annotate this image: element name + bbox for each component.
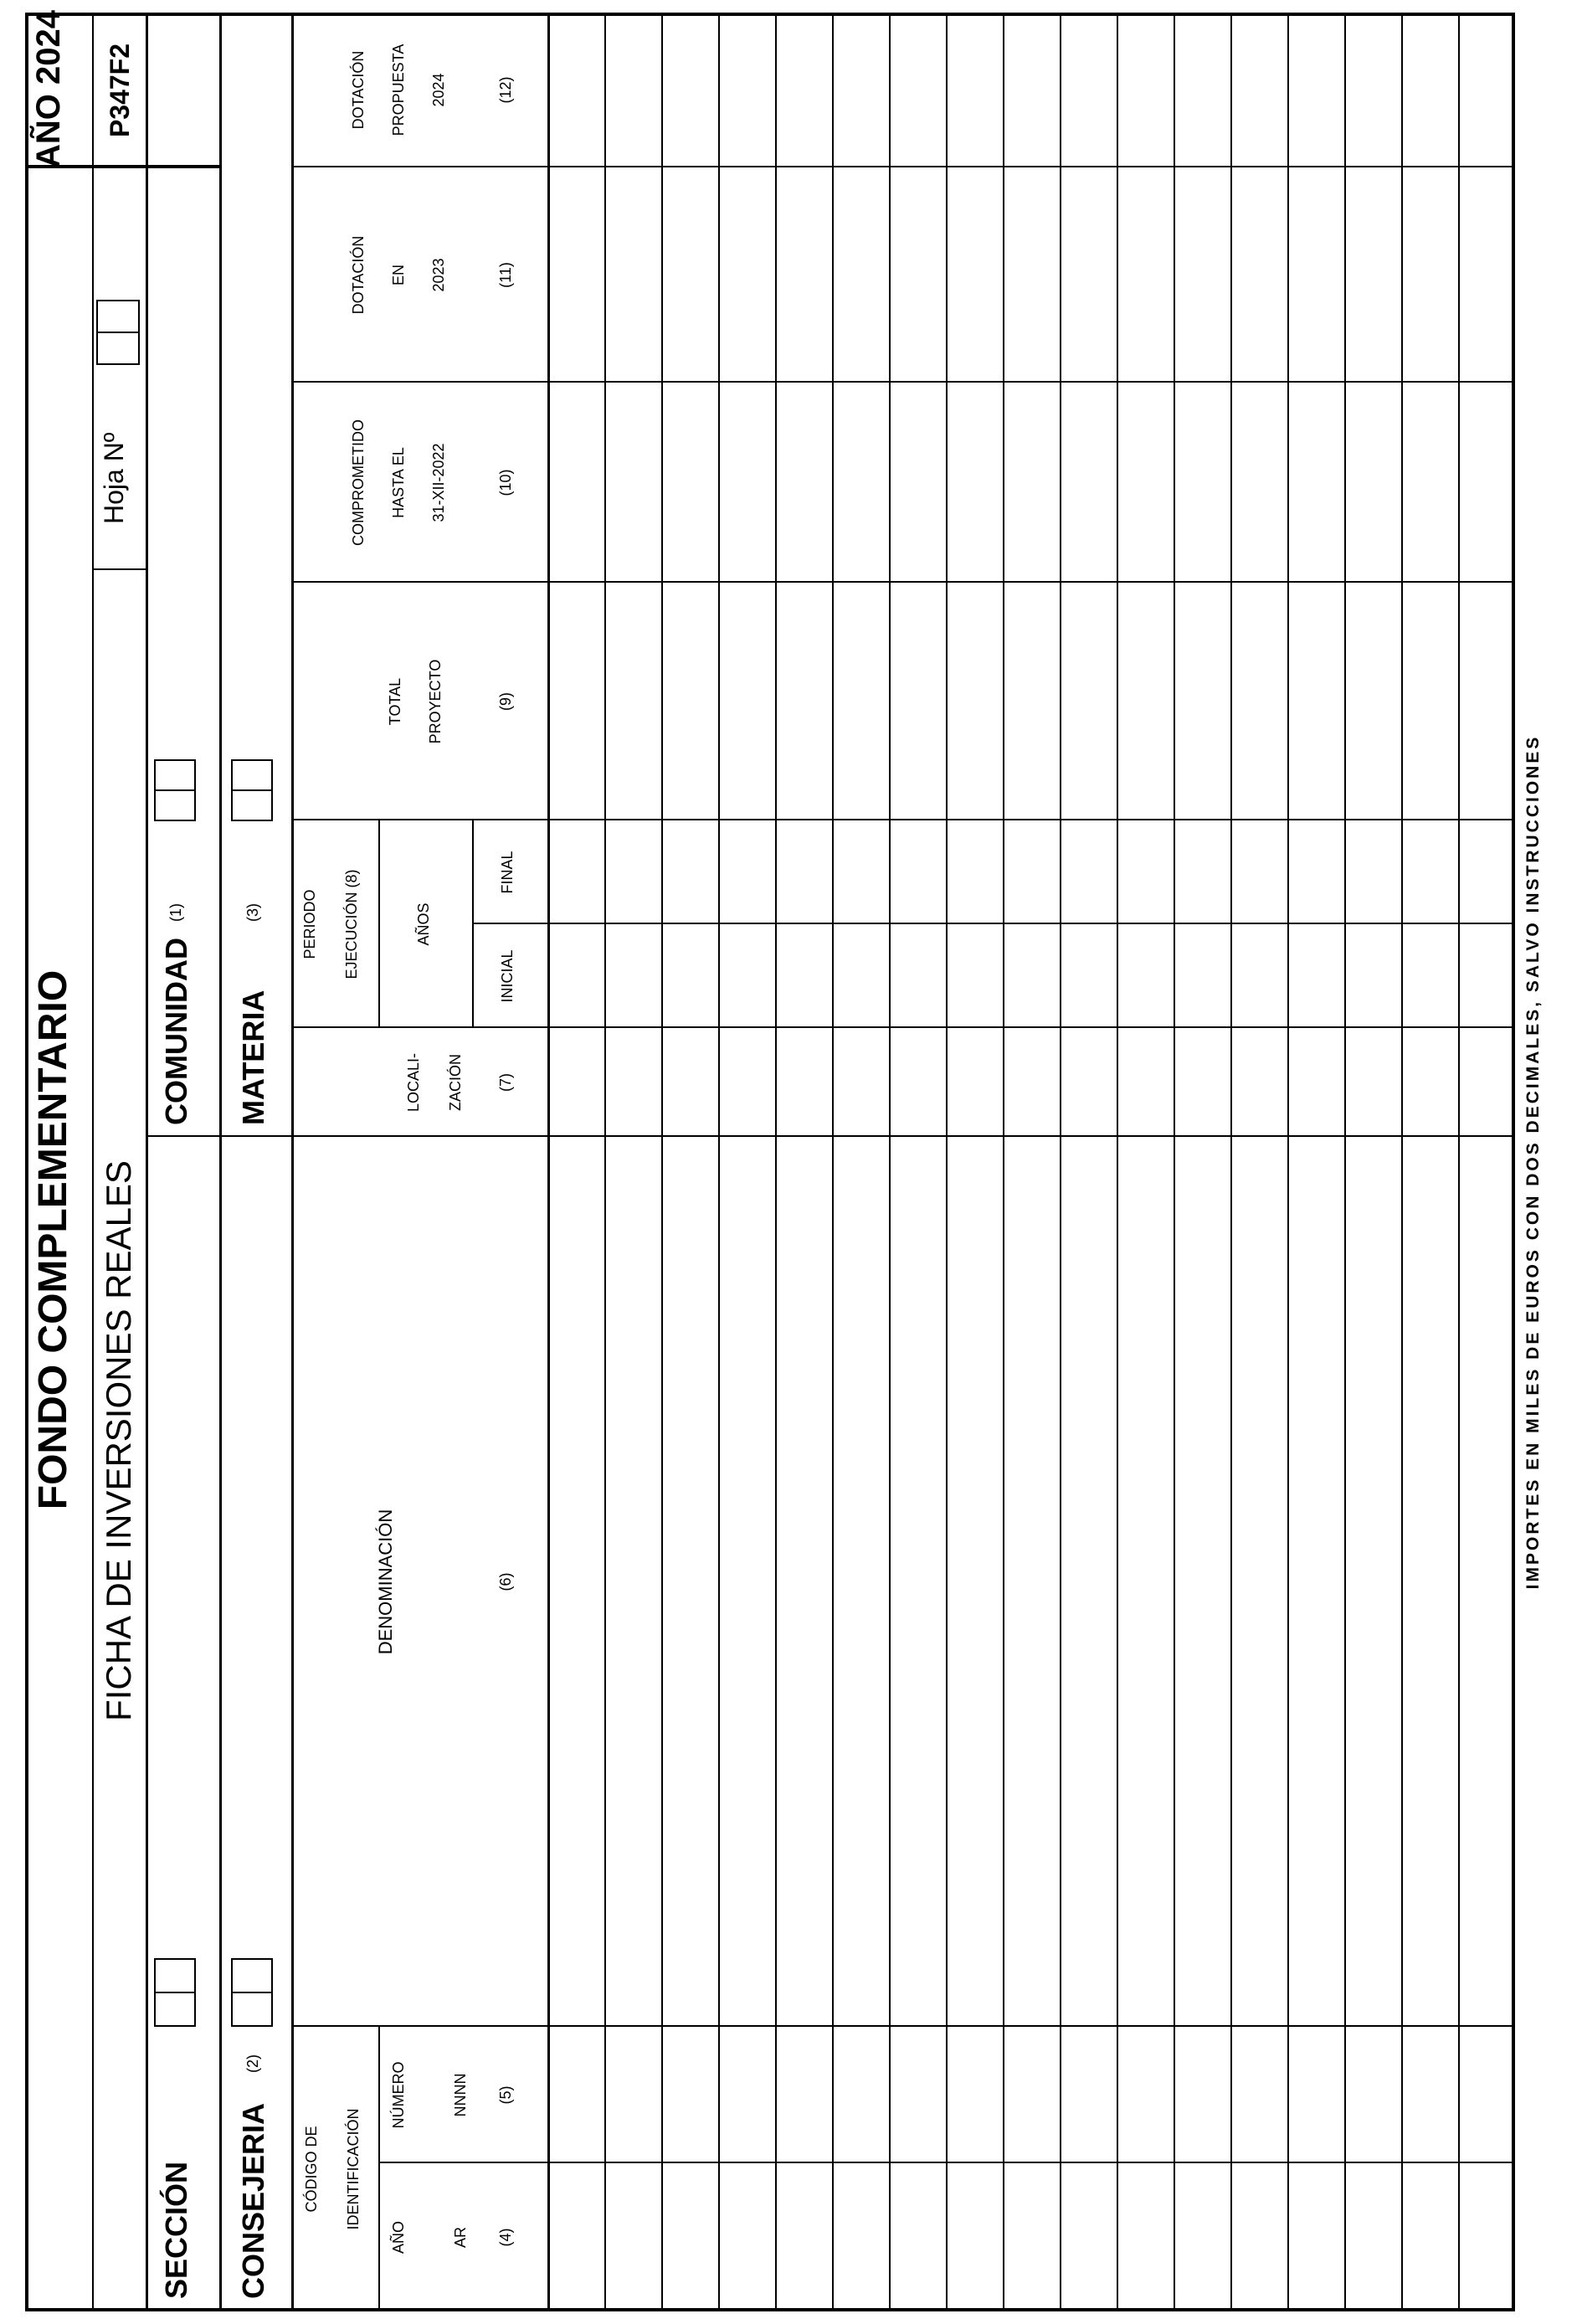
anio-header: AÑO xyxy=(390,2221,407,2255)
form-year: AÑO 2024 xyxy=(30,10,67,168)
table-row-line xyxy=(1230,13,1232,2311)
comunidad-box-2[interactable] xyxy=(154,759,196,791)
form-code: P347F2 xyxy=(105,43,135,138)
table-row-line xyxy=(661,13,663,2311)
footer-note: IMPORTES EN MILES DE EUROS CON DOS DECIMALES, SALVO INSTRUCCIONES xyxy=(1523,734,1543,1590)
numero-sub: NNNN xyxy=(452,2073,469,2117)
periodo-header-1: PERIODO xyxy=(301,889,318,959)
seccion-box-1[interactable] xyxy=(154,1992,196,2027)
consejeria-box-2[interactable] xyxy=(231,1958,273,1993)
localizacion-ref: (7) xyxy=(497,1073,514,1092)
table-row-line xyxy=(832,13,834,2311)
sheet-number-box-2[interactable] xyxy=(96,300,140,333)
table-row-line xyxy=(1458,13,1460,2311)
table-row-line xyxy=(1174,13,1175,2311)
table-row-line xyxy=(1060,13,1061,2311)
total-ref: (9) xyxy=(497,692,514,711)
dotacion-en-header-2: EN xyxy=(390,265,407,286)
denominacion-header: DENOMINACIÓN xyxy=(375,1509,396,1655)
dotacion-prop-header-3: 2024 xyxy=(430,73,447,107)
materia-box-2[interactable] xyxy=(231,759,273,791)
seccion-box-2[interactable] xyxy=(154,1958,196,1993)
materia-label: MATERIA xyxy=(236,990,270,1125)
numero-ref: (5) xyxy=(497,2085,514,2105)
dotacion-prop-header-1: DOTACIÓN xyxy=(350,50,367,130)
form-subtitle: FICHA DE INVERSIONES REALES xyxy=(99,1160,138,1721)
table-row-line xyxy=(775,13,777,2311)
denominacion-ref: (6) xyxy=(497,1572,514,1591)
inicial-header: INICIAL xyxy=(499,949,516,1003)
periodo-header-2: EJECUCIÓN (8) xyxy=(343,869,360,979)
dotacion-en-header-1: DOTACIÓN xyxy=(350,235,367,315)
anio-ref: (4) xyxy=(497,2228,514,2247)
table-row-line xyxy=(604,13,606,2311)
codigo-header-1: CÓDIGO DE xyxy=(303,2126,320,2213)
materia-box-1[interactable] xyxy=(231,789,273,821)
consejeria-ref: (2) xyxy=(244,2054,261,2073)
dotacion-en-ref: (11) xyxy=(497,262,514,288)
dotacion-prop-header-2: PROPUESTA xyxy=(390,44,407,136)
comunidad-box-1[interactable] xyxy=(154,789,196,821)
table-row-line xyxy=(1003,13,1004,2311)
consejeria-label: CONSEJERIA xyxy=(236,2102,270,2299)
final-header: FINAL xyxy=(499,851,516,894)
comprometido-header-3: 31-XII-2022 xyxy=(430,443,447,522)
table-row-line xyxy=(889,13,891,2311)
form-title: FONDO COMPLEMENTARIO xyxy=(31,969,75,1510)
table-row-line xyxy=(718,13,720,2311)
anos-header: AÑOS xyxy=(415,902,432,946)
comunidad-label: COMUNIDAD xyxy=(159,938,193,1125)
anio-sub: AR xyxy=(452,2227,469,2249)
consejeria-box-1[interactable] xyxy=(231,1992,273,2027)
comprometido-header-2: HASTA EL xyxy=(390,447,407,518)
sheet-number-box-1[interactable] xyxy=(96,332,140,365)
dotacion-en-header-3: 2023 xyxy=(430,258,447,292)
table-row-line xyxy=(1344,13,1346,2311)
dotacion-prop-ref: (12) xyxy=(497,76,514,104)
table-row-line xyxy=(1401,13,1403,2311)
comunidad-ref: (1) xyxy=(167,903,184,922)
localizacion-header-1: LOCALI- xyxy=(405,1052,422,1113)
codigo-header-2: IDENTIFICACIÓN xyxy=(345,2108,362,2230)
total-header-2: PROYECTO xyxy=(427,659,444,744)
comprometido-ref: (10) xyxy=(497,469,514,496)
sheet-number-label: Hoja Nº xyxy=(99,432,129,524)
table-row-line xyxy=(1287,13,1289,2311)
table-row-line xyxy=(1117,13,1118,2311)
table-row-line xyxy=(946,13,948,2311)
seccion-label: SECCIÓN xyxy=(159,2161,193,2299)
total-header-1: TOTAL xyxy=(387,677,403,726)
materia-ref: (3) xyxy=(244,903,261,922)
localizacion-header-2: ZACIÓN xyxy=(447,1054,464,1112)
numero-header: NÚMERO xyxy=(390,2061,407,2129)
comprometido-header-1: COMPROMETIDO xyxy=(350,419,367,546)
